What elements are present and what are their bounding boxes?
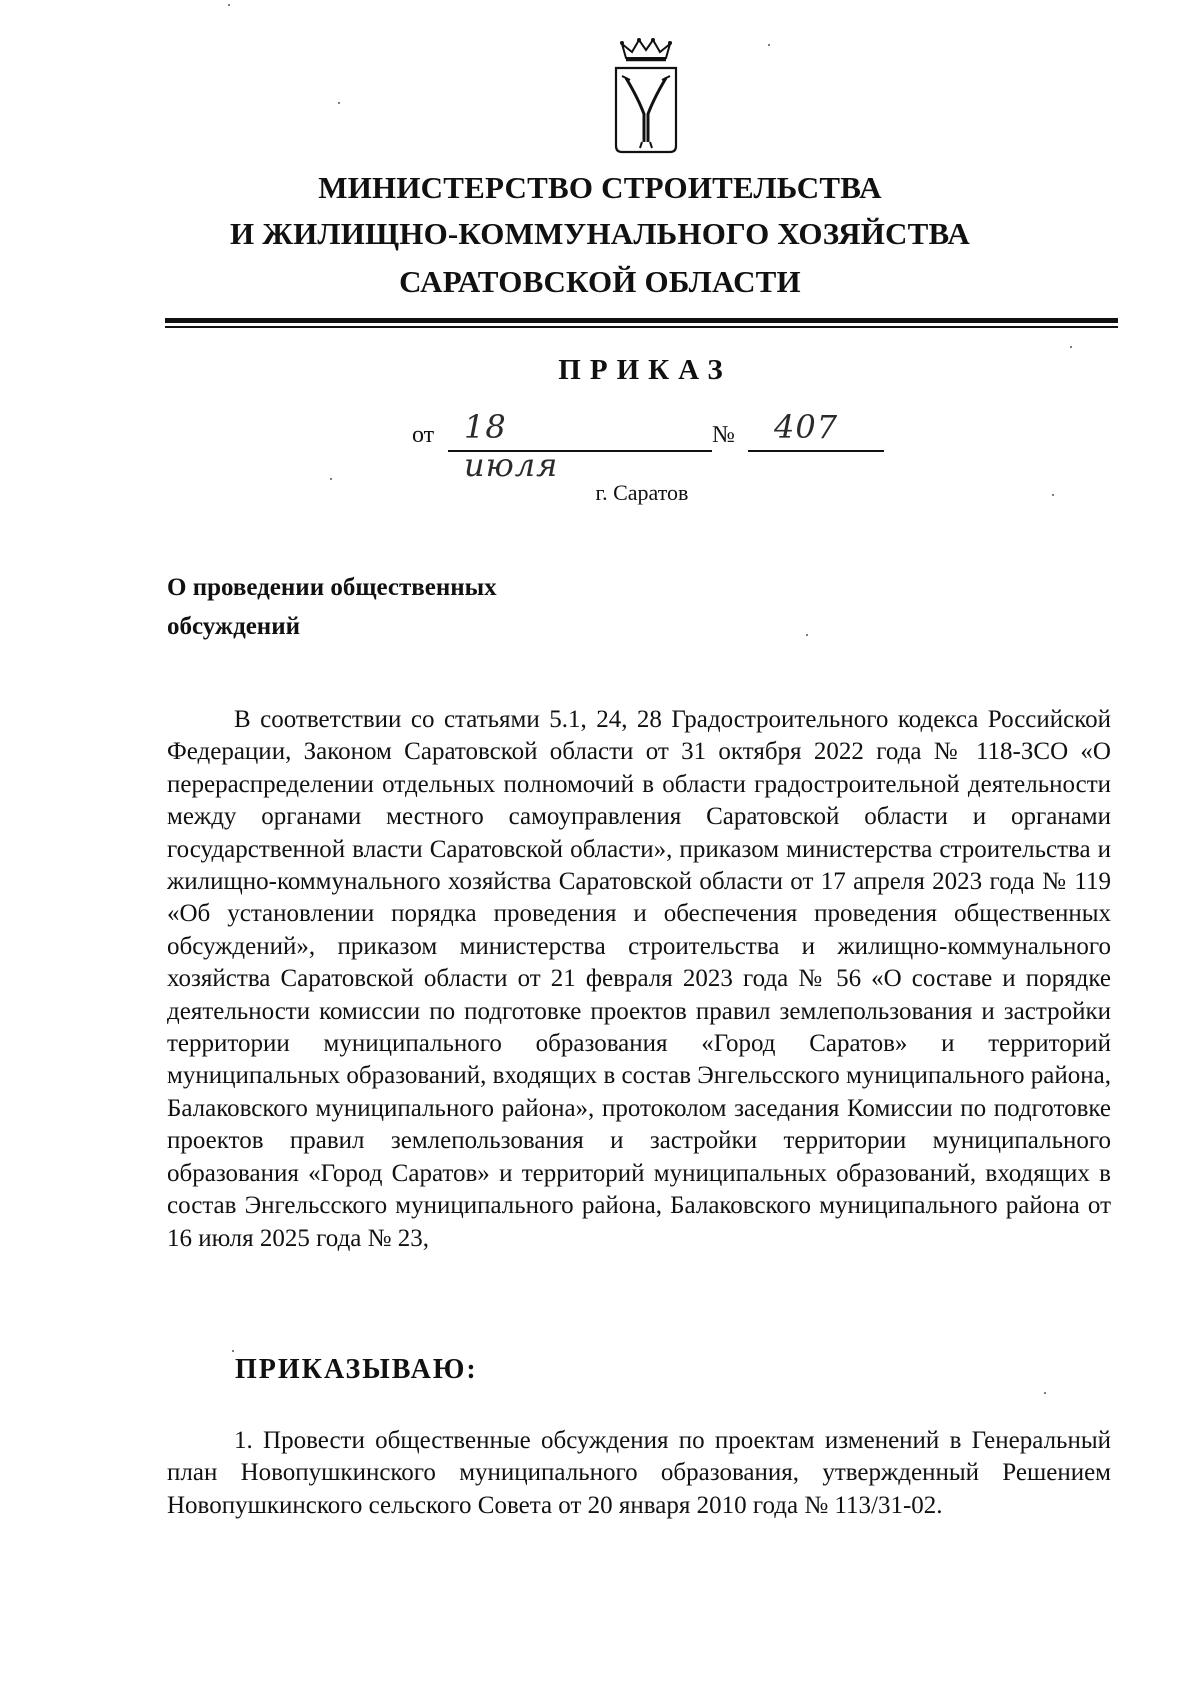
- order-subject: [167, 568, 497, 646]
- scan-speck: [768, 44, 770, 46]
- number-underline: [748, 450, 884, 452]
- scan-speck: [1052, 494, 1054, 496]
- handwritten-number: 407: [774, 408, 839, 446]
- subject-line-1: О проведении общественных: [167, 574, 497, 601]
- saratov-coat-of-arms-icon: [612, 38, 680, 154]
- ministry-name-line-3: САРАТОВСКОЙ ОБЛАСТИ: [399, 264, 801, 299]
- scan-speck: [338, 102, 340, 104]
- header-divider-thin: [165, 326, 1118, 328]
- order-verb-heading: ПРИКАЗЫВАЮ:: [235, 1354, 478, 1385]
- ministry-name-line-2: И ЖИЛИЩНО-КОММУНАЛЬНОГО ХОЗЯЙСТВА: [229, 216, 971, 251]
- document-title: ПРИКАЗ: [558, 354, 732, 386]
- scan-speck: [1044, 1392, 1046, 1394]
- subject-line-2: обсуждений: [167, 613, 301, 640]
- ministry-name-line-1: МИНИСТЕРСТВО СТРОИТЕЛЬСТВА: [318, 170, 882, 205]
- preamble-paragraph: [167, 704, 1111, 1255]
- order-item-1: 1. Провести общественные обсуждения по проектам изменений в Генеральный план Новопушкинского муниципального образования, утвержденный Решением Новопушкинского сельского Совета от 20 января 2010 года № 113/31-02.: [167, 1427, 1111, 1519]
- date-prefix: от: [412, 422, 435, 448]
- header-divider-thick: [165, 318, 1118, 323]
- preamble-text: В соответствии со статьями 5.1, 24, 28 Градостроительного кодекса Российской Федерации, Законом Саратовской области от 31 октября 2022 года № 118-ЗСО «О перераспределении отдельных полномочий в области градостроительной деятельности между органами местного самоуправления Саратовской области и органами государственной власти Саратовской области», приказом министерства строительства и жилищно-коммунального хозяйства Саратовской области от 17 апреля 2023 года № 119 «Об установлении порядка проведения и обеспечения проведения общественных обсуждений», приказом министерства строительства и жилищно-коммунального хозяйства Саратовской области от 21 февраля 2023 года № 56 «О составе и порядке деятельности комиссии по подготовке проектов правил землепользования и застройки территории муниципального образования «Город Саратов» и территорий муниципальных образований, входящих в состав Энгельсского муниципального района, Балаковского муниципального района», протоколом заседания Комиссии по подготовке проектов правил землепользования и застройки территории муниципального образования «Город Саратов» и территорий муниципальных образований, входящих в состав Энгельсского муниципального района, Балаковского муниципального района от 16 июля 2025 года № 23,: [167, 706, 1111, 1252]
- handwritten-date: 18 июля: [464, 408, 559, 484]
- scan-speck: [330, 478, 332, 480]
- order-item-list: [167, 1425, 1111, 1522]
- scan-speck: [232, 1350, 234, 1352]
- number-prefix: №: [712, 422, 735, 448]
- scan-speck: [806, 634, 808, 636]
- scan-speck: [1070, 346, 1072, 348]
- city-line: г. Саратов: [595, 480, 689, 505]
- scan-speck: [228, 4, 230, 6]
